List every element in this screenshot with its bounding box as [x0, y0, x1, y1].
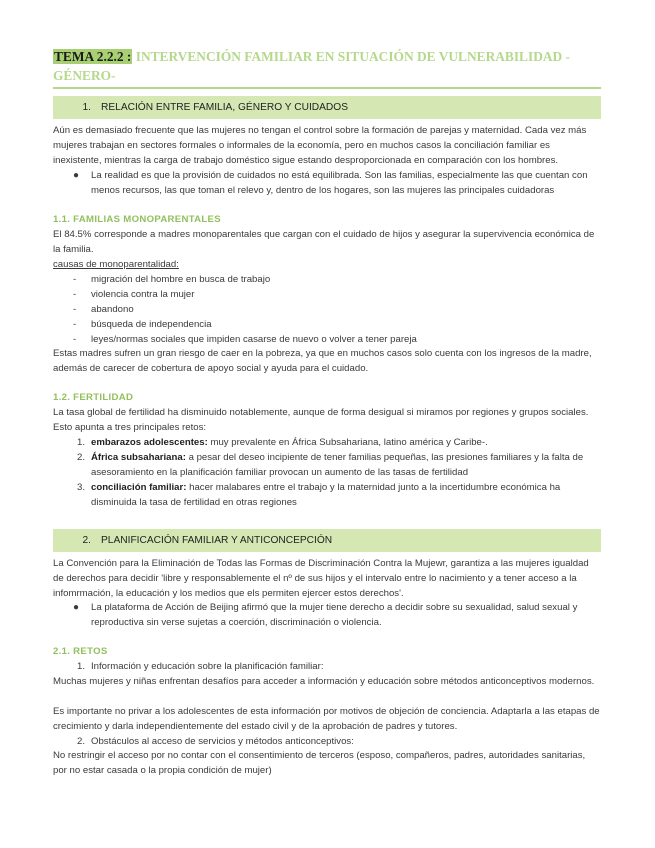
list-number: 3. [76, 482, 85, 493]
item-text: hacer malabares entre el trabajo y la maternidad junto a la incertidumbre económica ha disminuida la tasa de fertilidad en otras regiones [91, 482, 561, 508]
retos-paragraph: No restringir el acceso por no contar con el consentimiento de terceros (esposo, compañeros, padres, autoridades sanitarias, por no estar casada o la propia condición de mujer) [53, 750, 586, 776]
section-1-bullet-text: La realidad es que la provisión de cuidados no está equilibrada. Son las familias, especialmente las que cuentan con menos recursos, las que toman el relevo y, dentro de los hogares, son las mujeres las principales cuidadoras [91, 170, 588, 196]
subsection-1-1-closing: Estas madres sufren un gran riesgo de caer en la pobreza, ya que en muchos casos solo cuenta con los ingresos de la madre, además de carecer de cobertura de apoyo social y ayuda para el cuidado. [53, 348, 592, 374]
cause-text: búsqueda de independencia [91, 319, 212, 330]
subsection-1-2-paragraph: La tasa global de fertilidad ha disminuido notablemente, aunque de forma desigual si miramos por regiones y grupos sociales. Esto apunta a tres principales retos: [53, 407, 589, 433]
topic-title: INTERVENCIÓN FAMILIAR EN SITUACIÓN DE VULNERABILIDAD -GÉNERO- [53, 49, 571, 83]
section-1-title: RELACIÓN ENTRE FAMILIA, GÉNERO Y CUIDADOS [101, 102, 349, 113]
dash-marker: - [73, 274, 77, 285]
cause-text: leyes/normas sociales que impiden casarse de nuevo o volver a tener pareja [91, 334, 417, 345]
list-number: 1. [76, 661, 85, 672]
subsection-2-1-heading: 2.1. RETOS [53, 646, 108, 657]
list-number: 1. [76, 437, 85, 448]
subsection-1-2-heading: 1.2. FERTILIDAD [53, 392, 134, 403]
dash-marker: - [73, 319, 77, 330]
retos-item-text: Información y educación sobre la planificación familiar: [91, 661, 324, 672]
item-term: embarazos adolescentes: [91, 437, 208, 448]
section-1-number: 1. [82, 102, 91, 113]
bullet-icon: ● [73, 170, 80, 181]
retos-paragraph: Es importante no privar a los adolescentes de esta información por motivos de objeción de conciencia. Adaptarla a las etapas de crecimiento y darla independientemente del estado civil y de la aprobación de padres y tutores. [53, 706, 600, 732]
list-number: 2. [76, 452, 85, 463]
topic-tag: TEMA 2.2.2 : [54, 49, 132, 64]
cause-text: violencia contra la mujer [91, 289, 195, 300]
dash-marker: - [73, 334, 77, 345]
item-term: África subsahariana: [91, 452, 186, 463]
document-title [53, 47, 601, 85]
subsection-1-1-paragraph: El 84.5% corresponde a madres monoparentales que cargan con el cuidado de hijos y asegurar la supervivencia económica de la familia. [53, 229, 595, 255]
section-2-heading [53, 529, 601, 552]
section-2-paragraph: La Convención para la Eliminación de Todas las Formas de Discriminación Contra la Mujewr, garantiza a las mujeres igualdad de derechos para decidir 'libre y responsablemente el nº de sus hijos y el intervalo entre lo nacimiento y a tener acceso a la infomrmación, la educación y los medios que els permiten ejercer estos derechos'. [53, 558, 589, 599]
causes-label: causas de monoparentalidad: [53, 259, 179, 270]
item-text: muy prevalente en África Subsahariana, latino américa y Caribe-. [207, 437, 488, 448]
bullet-icon: ● [73, 602, 80, 613]
item-term: conciliación familiar: [91, 482, 187, 493]
section-2-title: PLANIFICACIÓN FAMILIAR Y ANTICONCEPCIÓN [101, 535, 333, 546]
section-2-bullet-text: La plataforma de Acción de Beijing afirmó que la mujer tiene derecho a decidir sobre su sexualidad, salud sexual y reproductiva sin verse sujetas a coerción, discriminación o violencia. [91, 602, 578, 628]
list-number: 2. [76, 736, 85, 747]
retos-paragraph: Muchas mujeres y niñas enfrentan desafíos para acceder a información y educación sobre métodos anticonceptivos modernos. [53, 676, 595, 687]
cause-text: migración del hombre en busca de trabajo [91, 274, 271, 285]
section-1-heading [53, 96, 601, 119]
item-text: a pesar del deseo incipiente de tener familias pequeñas, las presiones familiares y la falta de asesoramiento en la planificación familiar provocan un aumento de las tasas de fertilidad [91, 452, 584, 478]
retos-item-text: Obstáculos al acceso de servicios y métodos anticonceptivos: [91, 736, 354, 747]
subsection-1-1-heading: 1.1. FAMILIAS MONOPARENTALES [53, 214, 221, 225]
section-1-paragraph: Aún es demasiado frecuente que las mujeres no tengan el control sobre la formación de parejas y maternidad. Cada vez más mujeres trabajan en sectores formales o informales de la economía, pero en muchos casos la conciliación familiar es inexistente, mientras la carga de trabajo doméstico sigue estando desproporcionada en comparación con los hombres. [53, 125, 587, 166]
dash-marker: - [73, 289, 77, 300]
title-underline [53, 87, 601, 89]
cause-text: abandono [91, 304, 134, 315]
section-2-number: 2. [82, 535, 91, 546]
dash-marker: - [73, 304, 77, 315]
